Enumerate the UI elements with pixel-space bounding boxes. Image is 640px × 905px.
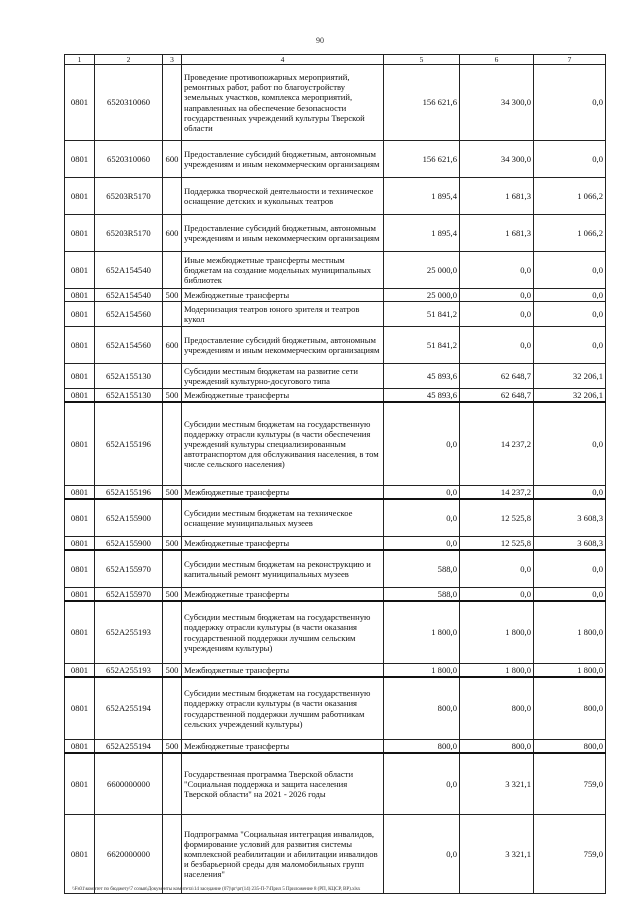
cell-section: 0801 (65, 215, 95, 252)
cell-name: Модернизация театров юного зрителя и театров кукол (182, 302, 384, 327)
cell-amount-col7: 0,0 (534, 550, 606, 588)
table-row (65, 601, 606, 664)
table-row (65, 252, 606, 289)
cell-amount-col6: 0,0 (460, 327, 534, 364)
cell-section: 0801 (65, 601, 95, 664)
cell-name: Межбюджетные трансферты (182, 537, 384, 551)
cell-amount-col5: 588,0 (384, 550, 460, 588)
cell-expense-type: 500 (163, 486, 182, 500)
cell-amount-col5: 0,0 (384, 537, 460, 551)
table-row (65, 588, 606, 602)
cell-name: Предоставление субсидий бюджетным, автономным учреждениям и иным некоммерческим организациям (182, 215, 384, 252)
cell-amount-col6: 14 237,2 (460, 402, 534, 486)
cell-target-code: 652A154560 (95, 327, 163, 364)
cell-section: 0801 (65, 302, 95, 327)
cell-expense-type (163, 815, 182, 894)
cell-amount-col7: 759,0 (534, 815, 606, 894)
cell-section: 0801 (65, 327, 95, 364)
cell-section: 0801 (65, 815, 95, 894)
cell-section: 0801 (65, 588, 95, 602)
table-row (65, 499, 606, 537)
cell-target-code: 652A155970 (95, 588, 163, 602)
cell-name: Иные межбюджетные трансферты местным бюджетам на создание модельных муниципальных библиотек (182, 252, 384, 289)
cell-expense-type (163, 364, 182, 389)
cell-expense-type (163, 499, 182, 537)
cell-amount-col7: 1 066,2 (534, 178, 606, 215)
cell-name: Межбюджетные трансферты (182, 740, 384, 754)
cell-target-code: 6520310060 (95, 141, 163, 178)
cell-amount-col6: 0,0 (460, 588, 534, 602)
cell-name: Субсидии местным бюджетам на техническое оснащение муниципальных музеев (182, 499, 384, 537)
cell-target-code: 652A155130 (95, 389, 163, 403)
cell-amount-col7: 0,0 (534, 402, 606, 486)
cell-section: 0801 (65, 740, 95, 754)
footer-file-path: \\Fs01\комитет по бюджету\7 созыв\Документы комитета\14 заседание (07)\рг\рг(14) 235-П-7\Прил 5 Приложение 8 (РП, КЦСР, ВР).xlsx (72, 886, 361, 892)
table-row (65, 815, 606, 894)
cell-target-code: 6620000000 (95, 815, 163, 894)
cell-section: 0801 (65, 664, 95, 678)
cell-section: 0801 (65, 753, 95, 815)
cell-amount-col6: 800,0 (460, 677, 534, 740)
cell-amount-col7: 1 066,2 (534, 215, 606, 252)
cell-amount-col6: 62 648,7 (460, 364, 534, 389)
cell-target-code: 65203R5170 (95, 215, 163, 252)
cell-amount-col6: 12 525,8 (460, 499, 534, 537)
cell-name: Межбюджетные трансферты (182, 289, 384, 302)
cell-expense-type (163, 402, 182, 486)
cell-amount-col6: 34 300,0 (460, 65, 534, 141)
cell-amount-col7: 0,0 (534, 588, 606, 602)
cell-target-code: 652A154540 (95, 252, 163, 289)
cell-amount-col6: 1 800,0 (460, 664, 534, 678)
cell-name: Субсидии местным бюджетам на развитие сети учреждений культурно-досугового типа (182, 364, 384, 389)
cell-amount-col6: 3 321,1 (460, 815, 534, 894)
cell-target-code: 6600000000 (95, 753, 163, 815)
cell-section: 0801 (65, 141, 95, 178)
cell-expense-type: 600 (163, 327, 182, 364)
cell-target-code: 652A155130 (95, 364, 163, 389)
table-row (65, 677, 606, 740)
cell-amount-col5: 25 000,0 (384, 289, 460, 302)
table-row (65, 402, 606, 486)
cell-section: 0801 (65, 677, 95, 740)
cell-expense-type: 500 (163, 389, 182, 403)
cell-amount-col7: 3 608,3 (534, 499, 606, 537)
header-col-2: 2 (95, 55, 163, 65)
cell-target-code: 652A155196 (95, 486, 163, 500)
cell-name: Субсидии местным бюджетам на государственную поддержку отрасли культуры (в части обеспечения учреждений культуры специализированным автотранспортом для обслуживания населения, в том числе сельского населения) (182, 402, 384, 486)
cell-amount-col7: 0,0 (534, 65, 606, 141)
cell-name: Предоставление субсидий бюджетным, автономным учреждениям и иным некоммерческим организациям (182, 327, 384, 364)
header-col-7: 7 (534, 55, 606, 65)
cell-name: Межбюджетные трансферты (182, 486, 384, 500)
cell-amount-col6: 800,0 (460, 740, 534, 754)
cell-target-code: 65203R5170 (95, 178, 163, 215)
table-row (65, 753, 606, 815)
cell-name: Межбюджетные трансферты (182, 664, 384, 678)
cell-expense-type (163, 601, 182, 664)
cell-expense-type (163, 302, 182, 327)
cell-amount-col7: 0,0 (534, 486, 606, 500)
cell-amount-col6: 62 648,7 (460, 389, 534, 403)
cell-expense-type (163, 178, 182, 215)
cell-section: 0801 (65, 252, 95, 289)
cell-amount-col5: 0,0 (384, 753, 460, 815)
table-row (65, 550, 606, 588)
cell-amount-col5: 156 621,6 (384, 65, 460, 141)
table-row (65, 65, 606, 141)
table-row (65, 178, 606, 215)
cell-amount-col7: 32 206,1 (534, 389, 606, 403)
cell-name: Межбюджетные трансферты (182, 389, 384, 403)
cell-amount-col5: 0,0 (384, 402, 460, 486)
cell-amount-col7: 800,0 (534, 740, 606, 754)
table-row (65, 486, 606, 500)
table-row (65, 141, 606, 178)
cell-amount-col7: 800,0 (534, 677, 606, 740)
cell-amount-col5: 1 895,4 (384, 215, 460, 252)
cell-amount-col7: 0,0 (534, 289, 606, 302)
cell-amount-col5: 0,0 (384, 499, 460, 537)
cell-amount-col6: 0,0 (460, 289, 534, 302)
cell-amount-col5: 1 800,0 (384, 664, 460, 678)
cell-name: Субсидии местным бюджетам на реконструкцию и капитальный ремонт муниципальных музеев (182, 550, 384, 588)
cell-amount-col6: 12 525,8 (460, 537, 534, 551)
cell-amount-col5: 51 841,2 (384, 302, 460, 327)
cell-target-code: 652A255194 (95, 677, 163, 740)
cell-amount-col7: 0,0 (534, 327, 606, 364)
cell-name: Предоставление субсидий бюджетным, автономным учреждениям и иным некоммерческим организациям (182, 141, 384, 178)
cell-amount-col5: 588,0 (384, 588, 460, 602)
header-col-3: 3 (163, 55, 182, 65)
cell-amount-col5: 800,0 (384, 677, 460, 740)
cell-section: 0801 (65, 178, 95, 215)
cell-expense-type: 600 (163, 215, 182, 252)
table-row (65, 364, 606, 389)
cell-target-code: 652A255193 (95, 664, 163, 678)
cell-section: 0801 (65, 289, 95, 302)
header-row (65, 55, 606, 65)
cell-amount-col7: 1 800,0 (534, 601, 606, 664)
cell-expense-type (163, 677, 182, 740)
header-col-1: 1 (65, 55, 95, 65)
cell-amount-col6: 1 800,0 (460, 601, 534, 664)
cell-section: 0801 (65, 499, 95, 537)
header-col-6: 6 (460, 55, 534, 65)
table-row (65, 389, 606, 403)
cell-expense-type: 500 (163, 588, 182, 602)
cell-target-code: 652A255193 (95, 601, 163, 664)
cell-expense-type: 500 (163, 664, 182, 678)
cell-name: Субсидии местным бюджетам на государственную поддержку отрасли культуры (в части оказания государственной поддержки лучшим работникам сельских учреждений культуры) (182, 677, 384, 740)
cell-amount-col5: 1 895,4 (384, 178, 460, 215)
cell-expense-type (163, 65, 182, 141)
table-body (65, 65, 606, 894)
cell-name: Проведение противопожарных мероприятий, ремонтных работ, работ по благоустройству земельных участков, комплекса мероприятий, направленных на обеспечение безопасности государственных учреждений культуры Тверской области (182, 65, 384, 141)
cell-amount-col6: 3 321,1 (460, 753, 534, 815)
cell-section: 0801 (65, 537, 95, 551)
cell-amount-col6: 0,0 (460, 252, 534, 289)
cell-target-code: 6520310060 (95, 65, 163, 141)
cell-amount-col5: 156 621,6 (384, 141, 460, 178)
cell-target-code: 652A155900 (95, 537, 163, 551)
cell-amount-col6: 0,0 (460, 550, 534, 588)
cell-section: 0801 (65, 389, 95, 403)
cell-amount-col5: 45 893,6 (384, 364, 460, 389)
cell-expense-type (163, 252, 182, 289)
cell-amount-col5: 1 800,0 (384, 601, 460, 664)
cell-expense-type (163, 753, 182, 815)
table-row (65, 664, 606, 678)
cell-target-code: 652A154560 (95, 302, 163, 327)
cell-amount-col5: 45 893,6 (384, 389, 460, 403)
cell-amount-col7: 0,0 (534, 252, 606, 289)
cell-amount-col6: 1 681,3 (460, 215, 534, 252)
cell-amount-col5: 0,0 (384, 486, 460, 500)
cell-amount-col7: 1 800,0 (534, 664, 606, 678)
cell-expense-type: 500 (163, 740, 182, 754)
cell-amount-col5: 800,0 (384, 740, 460, 754)
cell-section: 0801 (65, 486, 95, 500)
cell-amount-col6: 14 237,2 (460, 486, 534, 500)
cell-expense-type (163, 550, 182, 588)
cell-name: Субсидии местным бюджетам на государственную поддержку отрасли культуры (в части оказания государственной поддержки лучшим сельским учреждениям культуры) (182, 601, 384, 664)
cell-target-code: 652A155900 (95, 499, 163, 537)
cell-expense-type: 500 (163, 537, 182, 551)
cell-amount-col7: 0,0 (534, 302, 606, 327)
cell-amount-col7: 3 608,3 (534, 537, 606, 551)
cell-amount-col5: 51 841,2 (384, 327, 460, 364)
table-row (65, 215, 606, 252)
cell-name: Поддержка творческой деятельности и техническое оснащение детских и кукольных театров (182, 178, 384, 215)
page-number: 90 (316, 36, 324, 45)
cell-name: Подпрограмма "Социальная интеграция инвалидов, формирование условий для развития системы комплексной реабилитации и абилитации инвалидов и безбарьерной среды для маломобильных групп населения" (182, 815, 384, 894)
cell-section: 0801 (65, 364, 95, 389)
cell-target-code: 652A154540 (95, 289, 163, 302)
cell-target-code: 652A155970 (95, 550, 163, 588)
cell-expense-type: 500 (163, 289, 182, 302)
cell-amount-col6: 1 681,3 (460, 178, 534, 215)
cell-section: 0801 (65, 550, 95, 588)
cell-section: 0801 (65, 65, 95, 141)
cell-amount-col5: 25 000,0 (384, 252, 460, 289)
cell-expense-type: 600 (163, 141, 182, 178)
cell-section: 0801 (65, 402, 95, 486)
table-row (65, 289, 606, 302)
header-col-5: 5 (384, 55, 460, 65)
table-row (65, 740, 606, 754)
cell-amount-col5: 0,0 (384, 815, 460, 894)
cell-amount-col7: 0,0 (534, 141, 606, 178)
cell-amount-col7: 32 206,1 (534, 364, 606, 389)
table-row (65, 302, 606, 327)
cell-target-code: 652A255194 (95, 740, 163, 754)
table-row (65, 327, 606, 364)
table-row (65, 537, 606, 551)
cell-name: Государственная программа Тверской области "Социальная поддержка и защита населения Тверской области" на 2021 - 2026 годы (182, 753, 384, 815)
cell-amount-col7: 759,0 (534, 753, 606, 815)
budget-table (64, 54, 606, 894)
header-col-4: 4 (182, 55, 384, 65)
cell-amount-col6: 34 300,0 (460, 141, 534, 178)
cell-amount-col6: 0,0 (460, 302, 534, 327)
cell-name: Межбюджетные трансферты (182, 588, 384, 602)
cell-target-code: 652A155196 (95, 402, 163, 486)
